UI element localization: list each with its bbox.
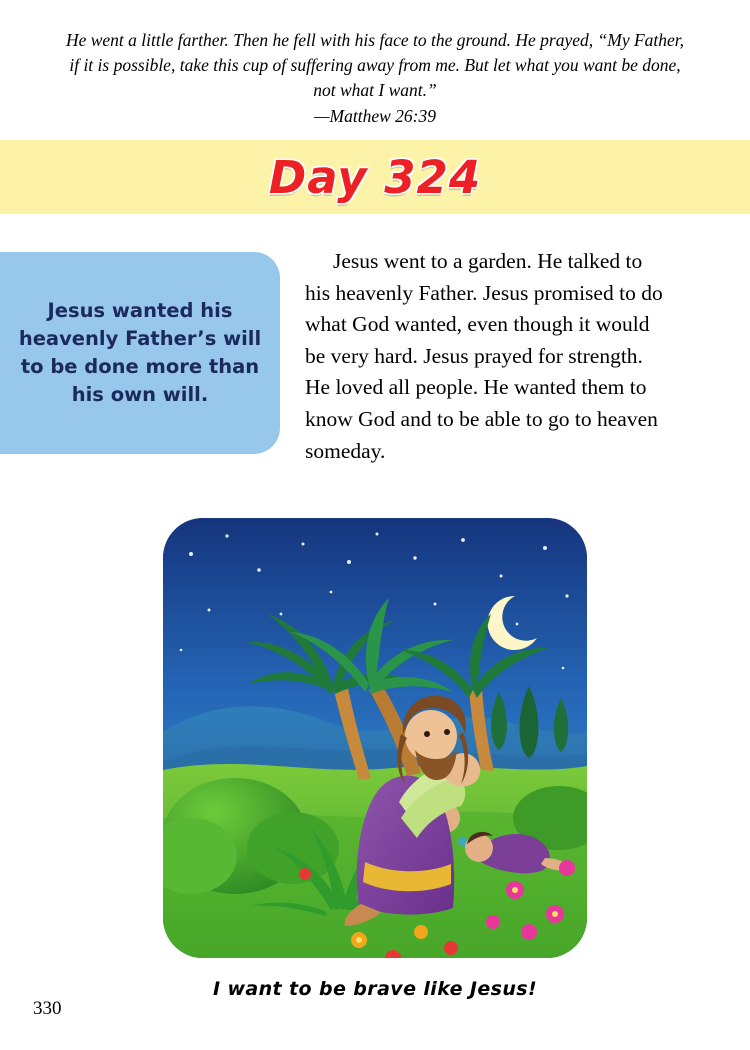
scripture-verse: [60, 28, 690, 128]
day-banner: [0, 140, 750, 214]
illustration-caption: I want to be brave like Jesus!: [212, 978, 538, 1000]
verse-reference: —Matthew 26:39: [313, 105, 436, 126]
page-number: 330: [33, 998, 62, 1019]
verse-text: He went a little farther. Then he fell with his face to the ground. He prayed, “My Father, if it is possible, take this cup of suffering away from me. But let what you want be done, not what I want.”: [65, 30, 685, 100]
story-paragraph: Jesus went to a garden. He talked to his heavenly Father. Jesus promised to do what God wanted, even though it would be very hard. Jesus prayed for strength. He loved all people. He wanted them to know God and to be able to go to heaven someday.: [305, 249, 663, 463]
day-title: Day 324: [268, 150, 482, 204]
key-point-box: [0, 252, 280, 454]
illustration-artwork: [163, 518, 587, 958]
key-point-text: Jesus wanted his heavenly Father’s will to be done more than his own will.: [18, 299, 262, 406]
illustration: [163, 518, 587, 958]
